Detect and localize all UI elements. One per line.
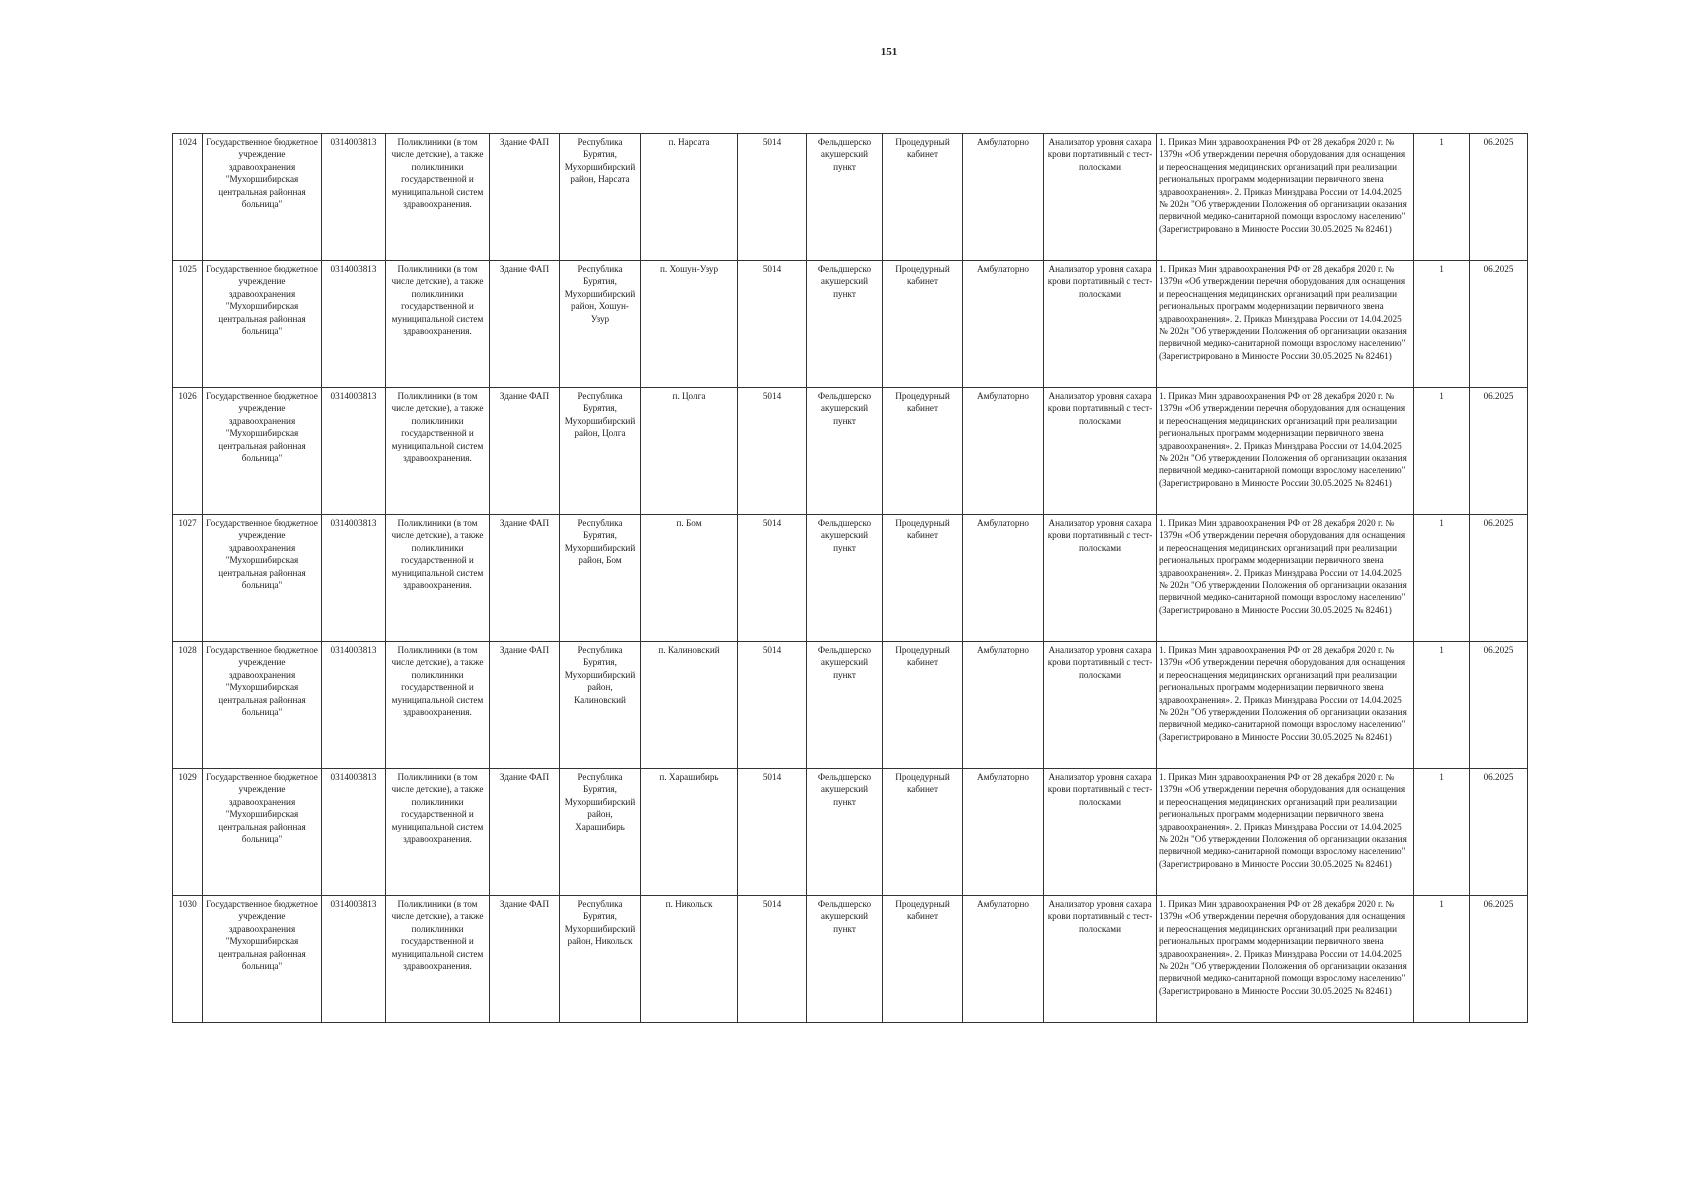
table-row [173, 769, 1528, 896]
code: 5014 [738, 769, 807, 896]
care-type: Амбулаторно [963, 515, 1044, 642]
delivery-date: 06.2025 [1470, 642, 1528, 769]
inn-code: 0314003813 [322, 642, 386, 769]
address: Республика Бурятия, Мухоршибирский район, Бом [560, 515, 641, 642]
legal-basis: 1. Приказ Мин здравоохранения РФ от 28 декабря 2020 г. № 1379н «Об утверждении перечня оборудования для оснащения и переоснащения медицинских организаций при реализации региональных программ модернизации первичного звена здравоохранения». 2. Приказ Минздрава России от 14.04.2025 № 202н "Об утверждении Положения об организации оказания первичной медико-санитарной помощи взрослому населению" (Зарегистрировано в Минюсте России 30.05.2025 № 82461) [1157, 515, 1414, 642]
inn-code: 0314003813 [322, 515, 386, 642]
table-row [173, 388, 1528, 515]
inn-code: 0314003813 [322, 134, 386, 261]
equipment-name: Анализатор уровня сахара крови портативный с тест-полосками [1044, 134, 1157, 261]
quantity: 1 [1414, 515, 1470, 642]
organization-type: Поликлиники (в том числе детские), а также поликлиники государственной и муниципальной систем здравоохранения. [386, 515, 490, 642]
table-row [173, 642, 1528, 769]
organization-name: Государственное бюджетное учреждение здравоохранения "Мухоршибирская центральная районная больница" [203, 515, 322, 642]
organization-name: Государственное бюджетное учреждение здравоохранения "Мухоршибирская центральная районная больница" [203, 896, 322, 1023]
building: Здание ФАП [490, 896, 560, 1023]
locality: п. Никольск [641, 896, 738, 1023]
unit-name: Фельдшерско акушерский пункт [807, 642, 883, 769]
locality: п. Цолга [641, 388, 738, 515]
equipment-name: Анализатор уровня сахара крови портативный с тест-полосками [1044, 261, 1157, 388]
organization-name: Государственное бюджетное учреждение здравоохранения "Мухоршибирская центральная районная больница" [203, 388, 322, 515]
unit-name: Фельдшерско акушерский пункт [807, 769, 883, 896]
care-type: Амбулаторно [963, 388, 1044, 515]
locality: п. Калиновский [641, 642, 738, 769]
row-number: 1029 [173, 769, 203, 896]
row-number: 1030 [173, 896, 203, 1023]
code: 5014 [738, 896, 807, 1023]
delivery-date: 06.2025 [1470, 769, 1528, 896]
room-name: Процедурный кабинет [883, 642, 963, 769]
organization-type: Поликлиники (в том числе детские), а также поликлиники государственной и муниципальной систем здравоохранения. [386, 896, 490, 1023]
address: Республика Бурятия, Мухоршибирский район, Калиновский [560, 642, 641, 769]
table-row [173, 896, 1528, 1023]
legal-basis: 1. Приказ Мин здравоохранения РФ от 28 декабря 2020 г. № 1379н «Об утверждении перечня оборудования для оснащения и переоснащения медицинских организаций при реализации региональных программ модернизации первичного звена здравоохранения». 2. Приказ Минздрава России от 14.04.2025 № 202н "Об утверждении Положения об организации оказания первичной медико-санитарной помощи взрослому населению" (Зарегистрировано в Минюсте России 30.05.2025 № 82461) [1157, 261, 1414, 388]
inn-code: 0314003813 [322, 261, 386, 388]
room-name: Процедурный кабинет [883, 769, 963, 896]
delivery-date: 06.2025 [1470, 896, 1528, 1023]
equipment-name: Анализатор уровня сахара крови портативный с тест-полосками [1044, 515, 1157, 642]
quantity: 1 [1414, 769, 1470, 896]
building: Здание ФАП [490, 388, 560, 515]
row-number: 1025 [173, 261, 203, 388]
page-number: 151 [880, 46, 898, 58]
care-type: Амбулаторно [963, 134, 1044, 261]
table-row [173, 515, 1528, 642]
row-number: 1028 [173, 642, 203, 769]
equipment-table [172, 133, 1528, 1023]
inn-code: 0314003813 [322, 388, 386, 515]
organization-type: Поликлиники (в том числе детские), а также поликлиники государственной и муниципальной систем здравоохранения. [386, 134, 490, 261]
row-number: 1027 [173, 515, 203, 642]
room-name: Процедурный кабинет [883, 896, 963, 1023]
address: Республика Бурятия, Мухоршибирский район, Хошун-Узур [560, 261, 641, 388]
address: Республика Бурятия, Мухоршибирский район, Нарсата [560, 134, 641, 261]
row-number: 1024 [173, 134, 203, 261]
organization-name: Государственное бюджетное учреждение здравоохранения "Мухоршибирская центральная районная больница" [203, 134, 322, 261]
equipment-name: Анализатор уровня сахара крови портативный с тест-полосками [1044, 642, 1157, 769]
room-name: Процедурный кабинет [883, 134, 963, 261]
locality: п. Бом [641, 515, 738, 642]
organization-type: Поликлиники (в том числе детские), а также поликлиники государственной и муниципальной систем здравоохранения. [386, 769, 490, 896]
building: Здание ФАП [490, 261, 560, 388]
inn-code: 0314003813 [322, 896, 386, 1023]
locality: п. Нарсата [641, 134, 738, 261]
quantity: 1 [1414, 388, 1470, 515]
organization-type: Поликлиники (в том числе детские), а также поликлиники государственной и муниципальной систем здравоохранения. [386, 388, 490, 515]
locality: п. Хошун-Узур [641, 261, 738, 388]
quantity: 1 [1414, 134, 1470, 261]
address: Республика Бурятия, Мухоршибирский район, Харашибирь [560, 769, 641, 896]
care-type: Амбулаторно [963, 769, 1044, 896]
code: 5014 [738, 388, 807, 515]
legal-basis: 1. Приказ Мин здравоохранения РФ от 28 декабря 2020 г. № 1379н «Об утверждении перечня оборудования для оснащения и переоснащения медицинских организаций при реализации региональных программ модернизации первичного звена здравоохранения». 2. Приказ Минздрава России от 14.04.2025 № 202н "Об утверждении Положения об организации оказания первичной медико-санитарной помощи взрослому населению" (Зарегистрировано в Минюсте России 30.05.2025 № 82461) [1157, 769, 1414, 896]
unit-name: Фельдшерско акушерский пункт [807, 134, 883, 261]
unit-name: Фельдшерско акушерский пункт [807, 388, 883, 515]
delivery-date: 06.2025 [1470, 134, 1528, 261]
quantity: 1 [1414, 642, 1470, 769]
code: 5014 [738, 134, 807, 261]
legal-basis: 1. Приказ Мин здравоохранения РФ от 28 декабря 2020 г. № 1379н «Об утверждении перечня оборудования для оснащения и переоснащения медицинских организаций при реализации региональных программ модернизации первичного звена здравоохранения». 2. Приказ Минздрава России от 14.04.2025 № 202н "Об утверждении Положения об организации оказания первичной медико-санитарной помощи взрослому населению" (Зарегистрировано в Минюсте России 30.05.2025 № 82461) [1157, 134, 1414, 261]
room-name: Процедурный кабинет [883, 261, 963, 388]
table-row [173, 261, 1528, 388]
care-type: Амбулаторно [963, 896, 1044, 1023]
row-number: 1026 [173, 388, 203, 515]
room-name: Процедурный кабинет [883, 388, 963, 515]
quantity: 1 [1414, 261, 1470, 388]
organization-type: Поликлиники (в том числе детские), а также поликлиники государственной и муниципальной систем здравоохранения. [386, 642, 490, 769]
inn-code: 0314003813 [322, 769, 386, 896]
quantity: 1 [1414, 896, 1470, 1023]
code: 5014 [738, 515, 807, 642]
care-type: Амбулаторно [963, 261, 1044, 388]
delivery-date: 06.2025 [1470, 515, 1528, 642]
building: Здание ФАП [490, 515, 560, 642]
building: Здание ФАП [490, 769, 560, 896]
organization-name: Государственное бюджетное учреждение здравоохранения "Мухоршибирская центральная районная больница" [203, 769, 322, 896]
equipment-name: Анализатор уровня сахара крови портативный с тест-полосками [1044, 388, 1157, 515]
address: Республика Бурятия, Мухоршибирский район, Никольск [560, 896, 641, 1023]
delivery-date: 06.2025 [1470, 261, 1528, 388]
organization-name: Государственное бюджетное учреждение здравоохранения "Мухоршибирская центральная районная больница" [203, 642, 322, 769]
code: 5014 [738, 642, 807, 769]
organization-name: Государственное бюджетное учреждение здравоохранения "Мухоршибирская центральная районная больница" [203, 261, 322, 388]
code: 5014 [738, 261, 807, 388]
organization-type: Поликлиники (в том числе детские), а также поликлиники государственной и муниципальной систем здравоохранения. [386, 261, 490, 388]
care-type: Амбулаторно [963, 642, 1044, 769]
address: Республика Бурятия, Мухоршибирский район, Цолга [560, 388, 641, 515]
unit-name: Фельдшерско акушерский пункт [807, 261, 883, 388]
building: Здание ФАП [490, 642, 560, 769]
delivery-date: 06.2025 [1470, 388, 1528, 515]
building: Здание ФАП [490, 134, 560, 261]
legal-basis: 1. Приказ Мин здравоохранения РФ от 28 декабря 2020 г. № 1379н «Об утверждении перечня оборудования для оснащения и переоснащения медицинских организаций при реализации региональных программ модернизации первичного звена здравоохранения». 2. Приказ Минздрава России от 14.04.2025 № 202н "Об утверждении Положения об организации оказания первичной медико-санитарной помощи взрослому населению" (Зарегистрировано в Минюсте России 30.05.2025 № 82461) [1157, 388, 1414, 515]
locality: п. Харашибирь [641, 769, 738, 896]
unit-name: Фельдшерско акушерский пункт [807, 515, 883, 642]
legal-basis: 1. Приказ Мин здравоохранения РФ от 28 декабря 2020 г. № 1379н «Об утверждении перечня оборудования для оснащения и переоснащения медицинских организаций при реализации региональных программ модернизации первичного звена здравоохранения». 2. Приказ Минздрава России от 14.04.2025 № 202н "Об утверждении Положения об организации оказания первичной медико-санитарной помощи взрослому населению" (Зарегистрировано в Минюсте России 30.05.2025 № 82461) [1157, 896, 1414, 1023]
room-name: Процедурный кабинет [883, 515, 963, 642]
unit-name: Фельдшерско акушерский пункт [807, 896, 883, 1023]
table-row [173, 134, 1528, 261]
equipment-name: Анализатор уровня сахара крови портативный с тест-полосками [1044, 769, 1157, 896]
legal-basis: 1. Приказ Мин здравоохранения РФ от 28 декабря 2020 г. № 1379н «Об утверждении перечня оборудования для оснащения и переоснащения медицинских организаций при реализации региональных программ модернизации первичного звена здравоохранения». 2. Приказ Минздрава России от 14.04.2025 № 202н "Об утверждении Положения об организации оказания первичной медико-санитарной помощи взрослому населению" (Зарегистрировано в Минюсте России 30.05.2025 № 82461) [1157, 642, 1414, 769]
equipment-name: Анализатор уровня сахара крови портативный с тест-полосками [1044, 896, 1157, 1023]
